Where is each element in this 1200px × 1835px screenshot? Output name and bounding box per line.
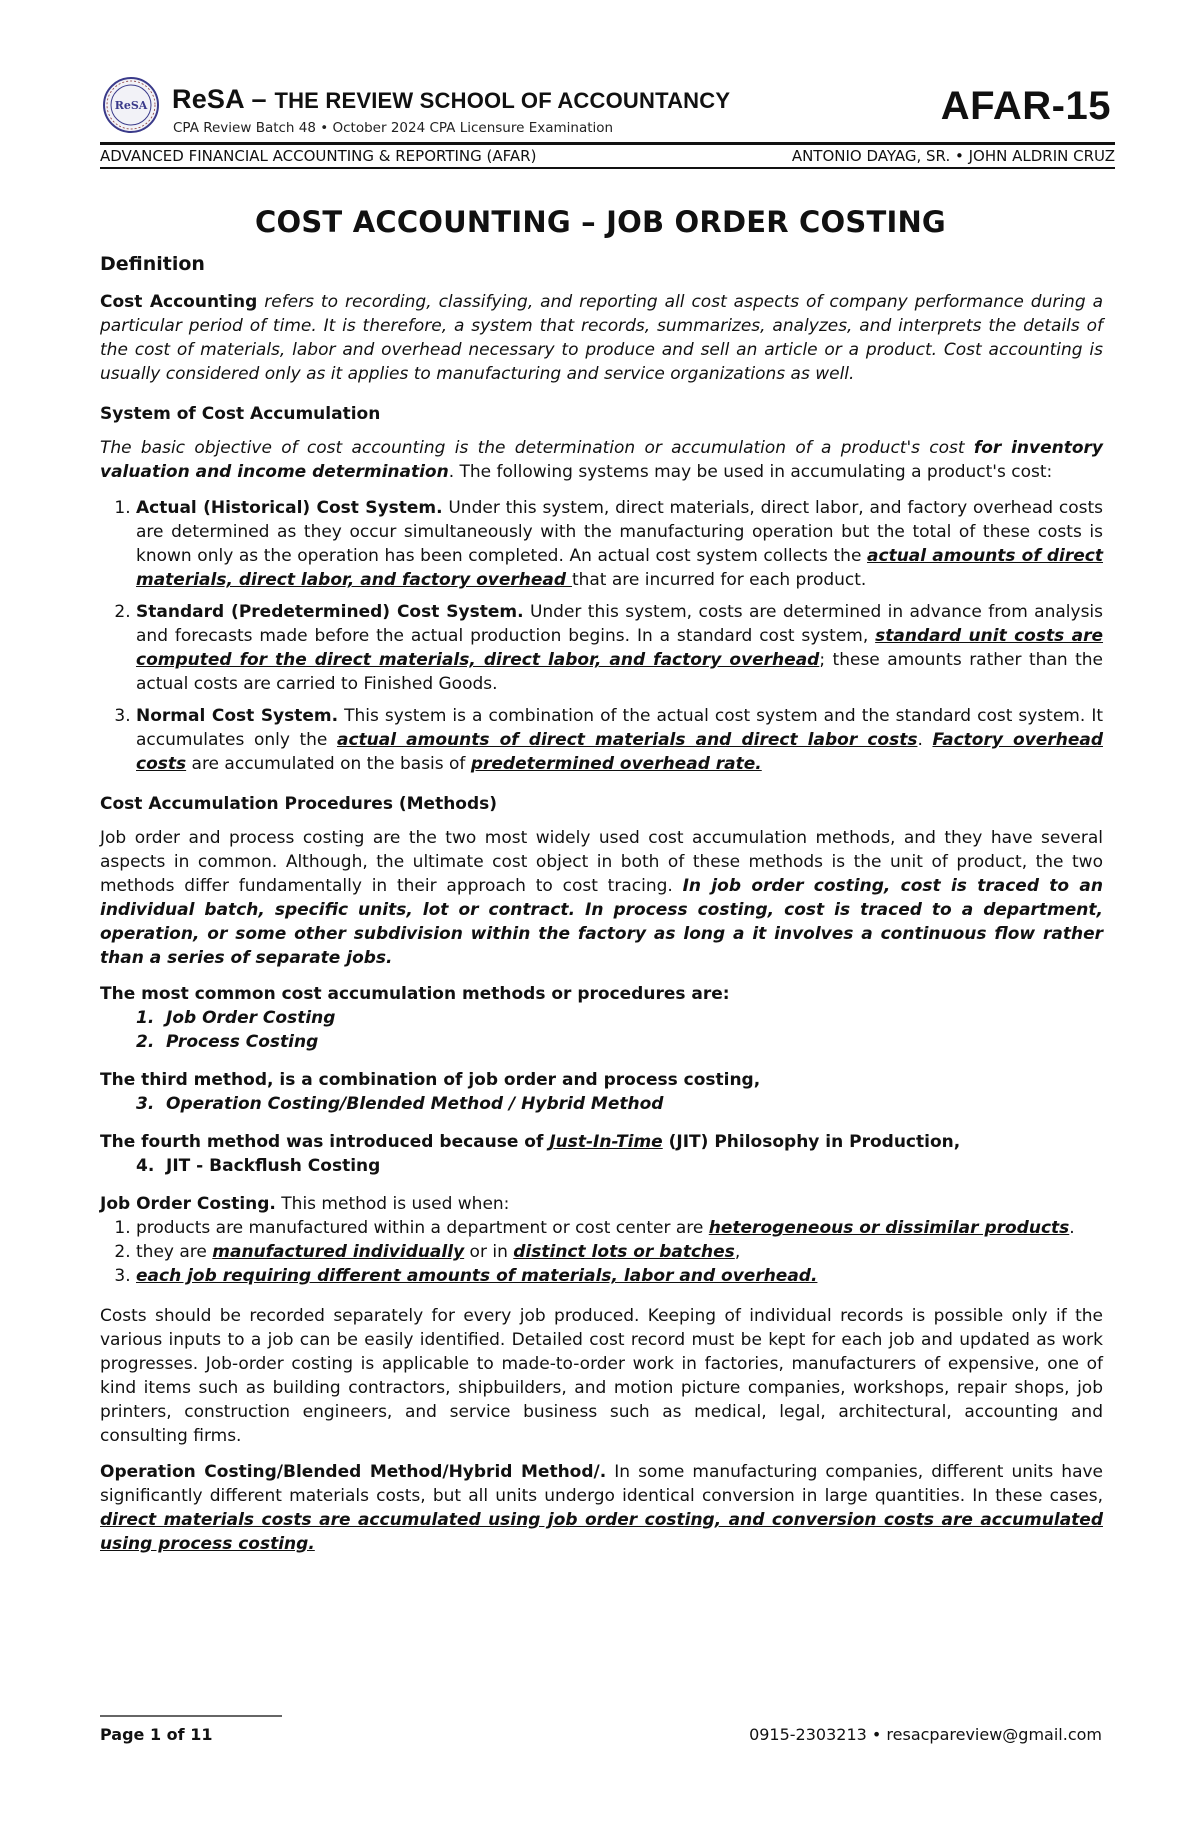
svg-text:ReSA: ReSA [114, 99, 148, 112]
procedures-paragraph: Job order and process costing are the two most widely used cost accumulation methods, and they have several aspects in common. Although, the ultimate cost object in both of these methods is the unit of product, the two methods differ fundamentally in their approach to cost tracing. In job order costing, cost is traced to an individual batch, specific units, lot or contract. In process costing, cost is traced to a department, operation, or some other subdivision within the factory as long a it involves a continuous flow rather than a series of separate jobs. [100, 828, 1103, 968]
operation-costing-paragraph: Operation Costing/Blended Method/Hybrid Method/. In some manufacturing companies, different units have significantly different materials costs, but all units undergo identical conversion in large quantities. In these cases, direct materials costs are accumulated using job order costing, and conversion costs are accumulated using process costing. [100, 1462, 1104, 1554]
system-heading: System of Cost Accumulation [100, 404, 381, 424]
job-order-list [100, 1216, 1103, 1288]
fourth-method-list [100, 1154, 1103, 1178]
definition-heading: Definition [100, 253, 205, 275]
common-methods-list [100, 1006, 1103, 1054]
list-item: 2. Standard (Predetermined) Cost System. Under this system, costs are determined in advance from analysis and forecasts made before the actual production begins. In a standard cost system, standard unit costs are computed for the direct materials, direct labor, and factory overhead; these amounts rather than the actual costs are carried to Finished Goods. [136, 600, 1103, 696]
subject-label: ADVANCED FINANCIAL ACCOUNTING & REPORTING (AFAR) [100, 147, 537, 165]
authors-label: ANTONIO DAYAG, SR. • JOHN ALDRIN CRUZ [791, 147, 1115, 165]
job-order-paragraph: Costs should be recorded separately for every job produced. Keeping of individual records is possible only if the various inputs to a job can be easily identified. Detailed cost record must be kept for each job and updated as work progresses. Job-order costing is applicable to made-to-order work in factories, manufacturers of expensive, one of kind items such as building contractors, shipbuilders, and motion picture companies, workshops, repair shops, job printers, construction engineers, and service business such as medical, legal, architectural, accounting and consulting firms. [100, 1306, 1103, 1446]
resa-logo [102, 76, 160, 134]
system-intro: The basic objective of cost accounting is the determination or accumulation of a product's cost for inventory valuation and income determination. The following systems may be used in accumulating a product's cost: [100, 438, 1103, 482]
system-list [100, 496, 1103, 776]
list-item: 2. they are manufactured individually or in distinct lots or batches, [136, 1240, 1103, 1264]
fourth-method-heading: The fourth method was introduced because of Just-In-Time (JIT) Philosophy in Production, [100, 1132, 961, 1152]
school-name: ReSA – THE REVIEW SCHOOL OF ACCOUNTANCY [172, 84, 731, 114]
page-title: COST ACCOUNTING – JOB ORDER COSTING [255, 205, 946, 239]
definition-paragraph: Cost Accounting refers to recording, classifying, and reporting all cost aspects of company performance during a particular period of time. It is therefore, a system that records, summarizes, analyzes, and interprets the details of the cost of materials, labor and overhead necessary to produce and sell an article or a product. Cost accounting is usually considered only as it applies to manufacturing and service organizations as well. [100, 292, 1103, 384]
handout-code: AFAR-15 [940, 84, 1111, 128]
list-item: 1. Job Order Costing [136, 1008, 336, 1028]
page-header [100, 70, 1115, 140]
header-rule-bottom [100, 167, 1115, 169]
list-item: 2. Process Costing [136, 1032, 319, 1052]
contact-info: 0915-2303213 • resacpareview@gmail.com [749, 1725, 1102, 1744]
header-rule [100, 142, 1115, 145]
list-item: 3. each job requiring different amounts of materials, labor and overhead. [136, 1264, 1103, 1288]
procedures-heading: Cost Accumulation Procedures (Methods) [100, 794, 498, 814]
list-item: 3. Normal Cost System. This system is a combination of the actual cost system and the standard cost system. It accumulates only the actual amounts of direct materials and direct labor costs. Factory overhead costs are accumulated on the basis of predetermined overhead rate. [136, 704, 1103, 776]
footer-rule [100, 1715, 282, 1717]
third-method-heading: The third method, is a combination of job order and process costing, [100, 1070, 761, 1090]
main-content [100, 200, 1103, 1568]
list-item: 3. Operation Costing/Blended Method / Hybrid Method [136, 1094, 664, 1114]
list-item: 1. Actual (Historical) Cost System. Under this system, direct materials, direct labor, and factory overhead costs are determined as they occur simultaneously with the manufacturing operation but the total of these costs is known only as the operation has been completed. An actual cost system collects the actual amounts of direct materials, direct labor, and factory overhead that are incurred for each product. [136, 496, 1103, 592]
list-item: 1. products are manufactured within a department or cost center are heterogeneous or dissimilar products. [136, 1216, 1103, 1240]
list-item: 4. JIT - Backflush Costing [136, 1156, 381, 1176]
batch-line: CPA Review Batch 48 • October 2024 CPA Licensure Examination [173, 120, 614, 136]
common-methods-heading: The most common cost accumulation methods or procedures are: [100, 984, 730, 1004]
job-order-intro: Job Order Costing. This method is used when: [100, 1194, 510, 1214]
third-method-list [100, 1092, 1103, 1116]
page-number: Page 1 of 11 [100, 1725, 213, 1744]
